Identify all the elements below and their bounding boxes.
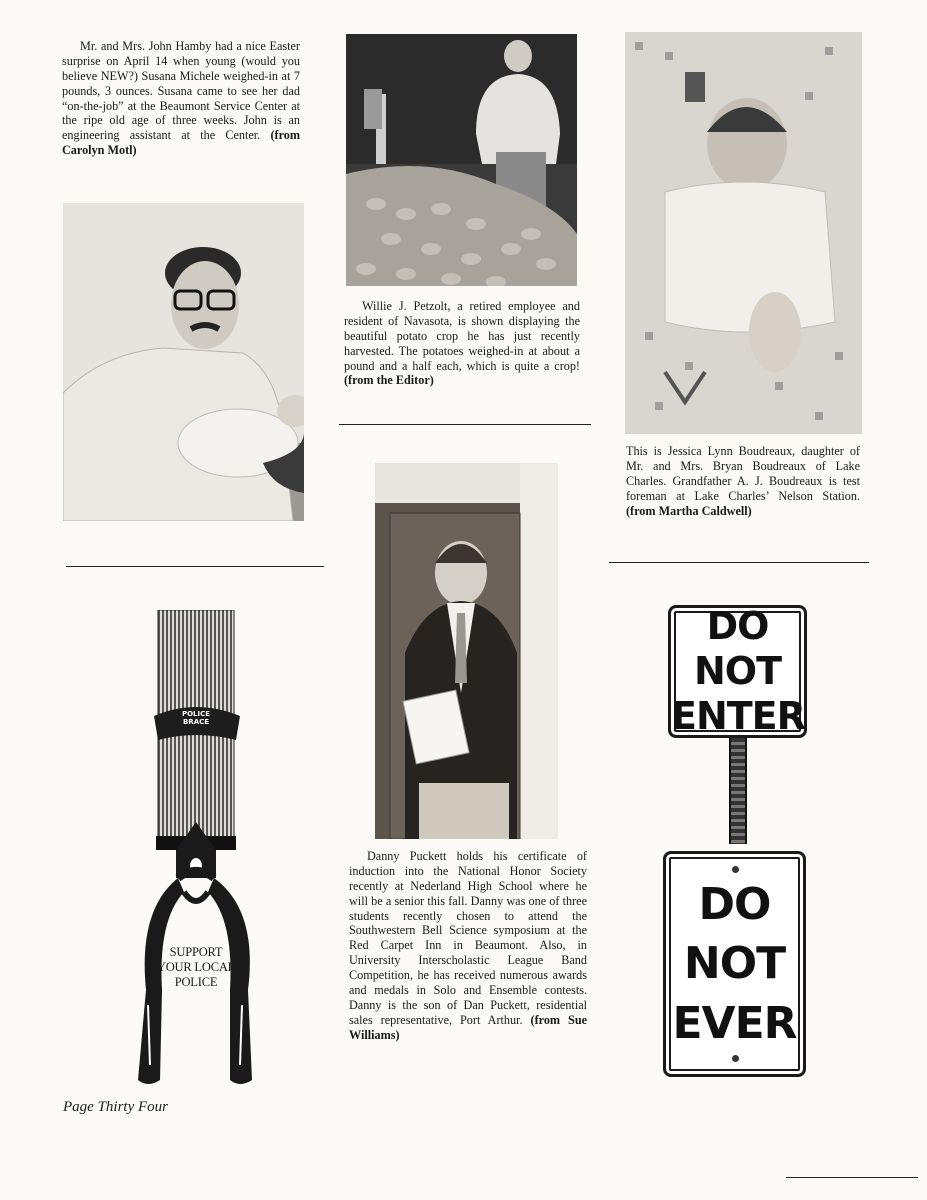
slogan-line-1: SUPPORT (169, 945, 223, 959)
slogan-text (146, 945, 246, 989)
boudreaux-baby-photo (625, 32, 862, 434)
boudreaux-caption-credit: (from Martha Caldwell) (626, 503, 752, 518)
sign-bottom-line-2: NOT (683, 938, 786, 990)
boudreaux-caption (626, 444, 860, 518)
sign-bottom-bolt (732, 1055, 739, 1062)
puckett-caption (349, 849, 587, 1042)
do-not-ever-sign (663, 851, 806, 1077)
do-not-enter-sign (668, 605, 807, 738)
petzolt-potato-photo (346, 34, 577, 286)
boudreaux-caption-text: This is Jessica Lynn Boudreaux, daughter of Mr. and Mrs. Bryan Boudreaux of Lake Charles. Grandfather A. J. Boudreaux is test foreman at Lake Charles’ Nelson Station. (626, 444, 860, 503)
petzolt-caption (344, 299, 580, 388)
footer-rule (786, 1177, 918, 1178)
police-brace-illustration (118, 610, 268, 1090)
slogan-line-2: YOUR LOCAL (156, 959, 236, 974)
petzolt-caption-text: Willie J. Petzolt, a retired employee and resident of Navasota, is shown displaying the beautiful potato crop he has just recently harvested. The potatoes weighed-in at about a pound and a half each, which is quite a crop! (344, 299, 580, 373)
divider-center (339, 424, 591, 425)
sign-bottom-line-3: EVER (672, 997, 797, 1049)
sign-pole (729, 738, 747, 844)
badge-line-1: POLICE (181, 710, 211, 718)
petzolt-caption-credit: (from the Editor) (344, 373, 434, 388)
puckett-portrait-photo (375, 463, 558, 839)
sign-bottom-line-1: DO (698, 878, 771, 930)
suspenders-drawing (118, 610, 268, 1090)
hamby-caption (62, 39, 300, 158)
badge-line-2: BRACE (182, 717, 210, 726)
sign-top-bolt (732, 866, 739, 873)
puckett-caption-text: Danny Puckett holds his certificate of induction into the National Honor Society recently at Nederland High School where he will be a senior this fall. Danny was one of three students recently chosen to attend the Southwestern Bell Science symposium at the Red Carpet Inn in Beaumont. Also, in University Interscholastic League Band Competition, he has received numerous awards and medals in Solo and Ensemble contests. Danny is the son of Dan Puckett, residential sales representative, Port Arthur. (349, 849, 587, 1027)
page-number: Page Thirty Four (63, 1099, 168, 1115)
slogan-line-3: POLICE (174, 974, 218, 989)
hamby-caption-text: Mr. and Mrs. John Hamby had a nice Easter surprise on April 14 when young (would you believe NEW?) Susana Michele weighed-in at 7 pounds, 3 ounces. Susana came to see her dad “on-the-job” at the Beaumont Service Center at the ripe old age of three weeks. John is an engineering assistant at the Center. (62, 39, 300, 143)
hamby-father-baby-photo (63, 203, 304, 521)
puckett-caption-credit: (from Sue Williams) (349, 1012, 588, 1042)
divider-left (66, 566, 324, 567)
sign-top-line-2: ENTER (671, 693, 805, 738)
hamby-caption-credit: (from Carolyn Motl) (62, 128, 301, 158)
badge-text (158, 711, 234, 726)
sign-top-line-1: DO NOT (693, 604, 782, 694)
divider-right (609, 562, 869, 563)
